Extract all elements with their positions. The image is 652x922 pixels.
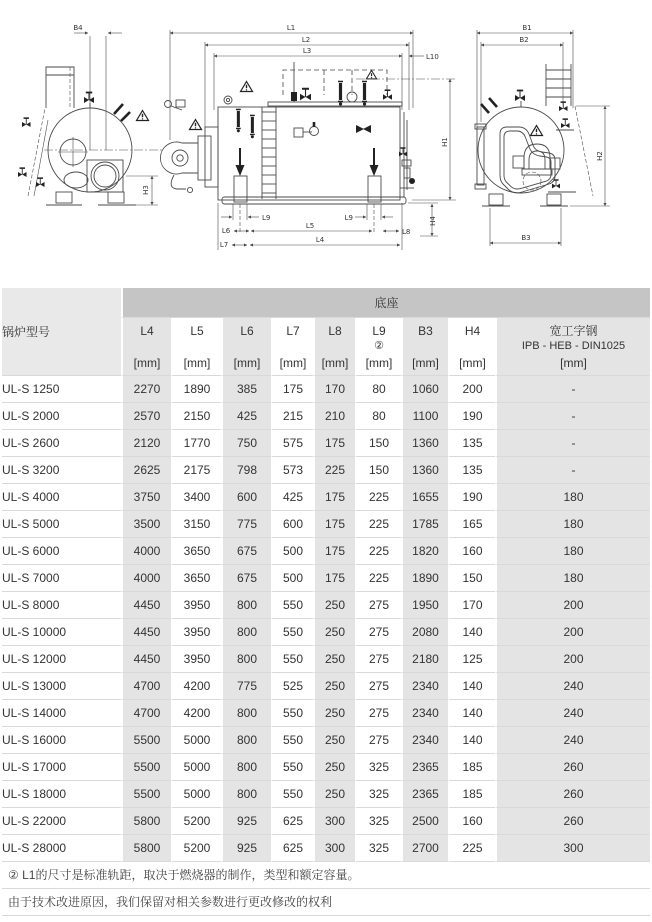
value-cell: 135: [448, 430, 495, 457]
value-cell: 240: [495, 673, 650, 700]
value-cell: 775: [221, 511, 271, 538]
value-cell: 4700: [121, 700, 171, 727]
dim-label-h2: H2: [596, 151, 604, 161]
valve-icon: [300, 89, 311, 101]
dim-label-b4: B4: [73, 24, 83, 32]
value-cell: 800: [221, 754, 271, 781]
value-cell: 260: [495, 754, 650, 781]
value-cell: 175: [313, 484, 355, 511]
model-cell: UL-S 18000: [2, 781, 121, 808]
value-cell: 135: [448, 457, 495, 484]
valve-icon: [515, 91, 525, 102]
warning-triangle-icon: [366, 70, 376, 79]
value-cell: 500: [271, 565, 313, 592]
value-cell: 250: [313, 700, 355, 727]
value-cell: 5800: [121, 835, 171, 862]
gauge-icon: [338, 82, 343, 106]
value-cell: 200: [495, 592, 650, 619]
value-cell: 750: [221, 430, 271, 457]
value-cell: 3500: [121, 511, 171, 538]
value-cell: 3950: [171, 619, 221, 646]
value-cell: 210: [313, 403, 355, 430]
value-cell: 275: [355, 592, 401, 619]
value-cell: 1100: [401, 403, 448, 430]
value-cell: 550: [271, 781, 313, 808]
model-cell: UL-S 22000: [2, 808, 121, 835]
value-cell: 160: [448, 538, 495, 565]
value-cell: 175: [271, 376, 313, 403]
value-cell: 2365: [401, 781, 448, 808]
column-header-note: [123, 339, 171, 355]
drawings-area: [0, 0, 652, 280]
column-header-lbl: L8: [328, 324, 342, 338]
valve-icon: [84, 93, 94, 104]
value-cell: 798: [221, 457, 271, 484]
model-column-header: 锅炉型号: [2, 288, 121, 376]
dim-label-h4: H4: [429, 216, 437, 226]
value-cell: 2175: [171, 457, 221, 484]
value-cell: 275: [355, 673, 401, 700]
column-header-note: [403, 339, 448, 355]
value-cell: 80: [355, 403, 401, 430]
value-cell: 3150: [171, 511, 221, 538]
value-cell: 1820: [401, 538, 448, 565]
value-cell: 600: [221, 484, 271, 511]
value-cell: 1890: [171, 376, 221, 403]
value-cell: 550: [271, 754, 313, 781]
table-row: [2, 376, 650, 403]
model-cell: UL-S 5000: [2, 511, 121, 538]
value-cell: 3950: [171, 592, 221, 619]
value-cell: 3950: [171, 646, 221, 673]
value-cell: 800: [221, 592, 271, 619]
value-cell: 5500: [121, 781, 171, 808]
model-cell: UL-S 13000: [2, 673, 121, 700]
value-cell: 225: [355, 484, 401, 511]
value-cell: 250: [313, 619, 355, 646]
value-cell: 4450: [121, 646, 171, 673]
value-cell: 550: [271, 619, 313, 646]
value-cell: 1890: [401, 565, 448, 592]
value-cell: 325: [355, 835, 401, 862]
column-header: [495, 318, 650, 376]
column-header-note: IPB - HEB - DIN1025: [521, 340, 626, 352]
value-cell: 175: [313, 565, 355, 592]
dim-label-h3: H3: [142, 185, 150, 195]
group-header-row: [2, 288, 650, 318]
table-row: [2, 754, 650, 781]
value-cell: 500: [271, 538, 313, 565]
dim-label-l8: L8: [402, 228, 411, 236]
model-cell: UL-S 14000: [2, 700, 121, 727]
model-cell: UL-S 3200: [2, 457, 121, 484]
value-cell: 2180: [401, 646, 448, 673]
rear-view-drawing: [475, 24, 610, 246]
value-cell: 925: [221, 808, 271, 835]
value-cell: 215: [271, 403, 313, 430]
dim-label-l5: L5: [305, 222, 315, 230]
value-cell: 5000: [171, 781, 221, 808]
value-cell: 260: [495, 808, 650, 835]
value-cell: 275: [355, 646, 401, 673]
base-group-header: 底座: [121, 288, 650, 318]
table-row: [2, 403, 650, 430]
value-cell: 140: [448, 673, 495, 700]
dim-label-l4: L4: [315, 236, 325, 244]
value-cell: 5500: [121, 727, 171, 754]
column-header-unit: [mm]: [279, 356, 307, 370]
value-cell: 425: [271, 484, 313, 511]
column-header-note: [315, 339, 355, 355]
column-header-lbl: L9: [372, 324, 386, 338]
value-cell: 1770: [171, 430, 221, 457]
value-cell: -: [495, 403, 650, 430]
dim-label-b3: B3: [521, 234, 531, 242]
value-cell: 200: [448, 376, 495, 403]
value-cell: 250: [313, 727, 355, 754]
table-row: [2, 430, 650, 457]
model-cell: UL-S 2000: [2, 403, 121, 430]
table-row: [2, 781, 650, 808]
dim-label-b1: B1: [522, 24, 532, 32]
value-cell: 3400: [171, 484, 221, 511]
model-cell: UL-S 8000: [2, 592, 121, 619]
value-cell: 160: [448, 808, 495, 835]
value-cell: 800: [221, 646, 271, 673]
column-header-note: [273, 339, 313, 355]
dim-label-b2: B2: [519, 36, 529, 44]
value-cell: 800: [221, 727, 271, 754]
value-cell: 550: [271, 700, 313, 727]
column-header: [171, 318, 221, 376]
dim-label-l7: L7: [219, 241, 229, 249]
value-cell: 550: [271, 646, 313, 673]
column-header-lbl: L6: [240, 324, 254, 338]
value-cell: 625: [271, 835, 313, 862]
value-cell: 1785: [401, 511, 448, 538]
table-row: [2, 808, 650, 835]
value-cell: 190: [448, 484, 495, 511]
value-cell: 2340: [401, 700, 448, 727]
value-cell: 240: [495, 700, 650, 727]
value-cell: 225: [355, 565, 401, 592]
column-header-note: [173, 339, 221, 355]
value-cell: 250: [313, 673, 355, 700]
table-row: [2, 619, 650, 646]
value-cell: 225: [448, 835, 495, 862]
warning-triangle-icon: [137, 111, 149, 121]
value-cell: 575: [271, 430, 313, 457]
column-header: [271, 318, 313, 376]
column-header: [313, 318, 355, 376]
value-cell: 140: [448, 700, 495, 727]
value-cell: 260: [495, 781, 650, 808]
table-row: [2, 565, 650, 592]
column-header-unit: [mm]: [183, 356, 211, 370]
value-cell: 300: [495, 835, 650, 862]
value-cell: 3650: [171, 565, 221, 592]
gauge-icon: [362, 82, 367, 106]
footnote-disclaimer: 由于技术改进原因，我们保留对相关参数进行更改修改的权利: [2, 889, 650, 916]
value-cell: 180: [495, 484, 650, 511]
value-cell: 385: [221, 376, 271, 403]
value-cell: 800: [221, 781, 271, 808]
value-cell: 150: [355, 457, 401, 484]
front-view-drawing: [18, 24, 162, 205]
table-row: [2, 727, 650, 754]
side-view-drawing: [160, 24, 456, 250]
model-cell: UL-S 4000: [2, 484, 121, 511]
value-cell: 925: [221, 835, 271, 862]
column-header: [121, 318, 171, 376]
table-row: [2, 538, 650, 565]
dim-label-l9-left: L9: [262, 214, 271, 222]
value-cell: 2700: [401, 835, 448, 862]
value-cell: 5000: [171, 727, 221, 754]
value-cell: 550: [271, 592, 313, 619]
value-cell: 125: [448, 646, 495, 673]
value-cell: 2625: [121, 457, 171, 484]
valve-icon: [22, 118, 31, 127]
column-header-unit: [mm]: [459, 356, 486, 370]
table-row: [2, 511, 650, 538]
value-cell: 2340: [401, 727, 448, 754]
value-cell: 5800: [121, 808, 171, 835]
value-cell: 185: [448, 781, 495, 808]
value-cell: 150: [448, 565, 495, 592]
value-cell: 275: [355, 727, 401, 754]
value-cell: 165: [448, 511, 495, 538]
value-cell: 250: [313, 781, 355, 808]
dim-label-l1: L1: [286, 24, 296, 32]
value-cell: 80: [355, 376, 401, 403]
value-cell: 170: [448, 592, 495, 619]
value-cell: 5000: [171, 754, 221, 781]
value-cell: 525: [271, 673, 313, 700]
model-cell: UL-S 7000: [2, 565, 121, 592]
value-cell: 1950: [401, 592, 448, 619]
value-cell: 675: [221, 565, 271, 592]
column-header-lbl: B3: [418, 324, 433, 338]
value-cell: 4000: [121, 538, 171, 565]
table-row: [2, 457, 650, 484]
model-cell: UL-S 12000: [2, 646, 121, 673]
value-cell: 2500: [401, 808, 448, 835]
model-cell: UL-S 2600: [2, 430, 121, 457]
value-cell: 240: [495, 727, 650, 754]
table-row: [2, 835, 650, 862]
table-row: [2, 646, 650, 673]
model-cell: UL-S 6000: [2, 538, 121, 565]
value-cell: 140: [448, 619, 495, 646]
column-header: [355, 318, 401, 376]
value-cell: 200: [495, 619, 650, 646]
column-header-unit: [mm]: [233, 356, 261, 370]
table-body: [2, 376, 650, 862]
value-cell: 573: [271, 457, 313, 484]
model-cell: UL-S 1250: [2, 376, 121, 403]
value-cell: 250: [313, 754, 355, 781]
value-cell: 200: [495, 646, 650, 673]
value-cell: -: [495, 457, 650, 484]
column-header-note: [450, 339, 495, 355]
value-cell: 5200: [171, 808, 221, 835]
warning-triangle-icon: [531, 126, 543, 136]
table-row: [2, 484, 650, 511]
value-cell: 2120: [121, 430, 171, 457]
dim-label-l6: L6: [221, 227, 231, 235]
model-cell: UL-S 16000: [2, 727, 121, 754]
value-cell: 180: [495, 538, 650, 565]
value-cell: 4000: [121, 565, 171, 592]
technical-drawing: [0, 0, 652, 280]
valve-icon: [18, 168, 27, 177]
value-cell: 150: [355, 430, 401, 457]
value-cell: 1360: [401, 430, 448, 457]
value-cell: 675: [221, 538, 271, 565]
value-cell: 300: [313, 808, 355, 835]
column-header-unit: [mm]: [133, 356, 161, 370]
value-cell: 180: [495, 511, 650, 538]
value-cell: 190: [448, 403, 495, 430]
value-cell: 175: [313, 511, 355, 538]
value-cell: 4450: [121, 592, 171, 619]
dim-label-l10: L10: [426, 53, 439, 61]
column-header-unit: [mm]: [560, 356, 587, 370]
value-cell: 550: [271, 727, 313, 754]
model-cell: UL-S 17000: [2, 754, 121, 781]
value-cell: 1060: [401, 376, 448, 403]
value-cell: 225: [355, 538, 401, 565]
value-cell: 175: [313, 538, 355, 565]
value-cell: 175: [313, 430, 355, 457]
column-header: [448, 318, 495, 376]
value-cell: 325: [355, 754, 401, 781]
column-header-unit: [mm]: [321, 356, 349, 370]
value-cell: 3750: [121, 484, 171, 511]
model-cell: UL-S 10000: [2, 619, 121, 646]
value-cell: 800: [221, 700, 271, 727]
value-cell: 2570: [121, 403, 171, 430]
gauge-icon: [250, 115, 255, 138]
value-cell: 225: [355, 511, 401, 538]
value-cell: 2365: [401, 754, 448, 781]
value-cell: 250: [313, 592, 355, 619]
valve-icon: [559, 102, 568, 111]
value-cell: 180: [495, 565, 650, 592]
column-header: [401, 318, 448, 376]
dim-label-l9-right: L9: [344, 214, 353, 222]
column-header-lbl: H4: [464, 324, 481, 338]
value-cell: 4200: [171, 673, 221, 700]
value-cell: 2340: [401, 673, 448, 700]
value-cell: 600: [271, 511, 313, 538]
value-cell: 140: [448, 727, 495, 754]
value-cell: 325: [355, 781, 401, 808]
column-header-note: [223, 339, 271, 355]
value-cell: 1655: [401, 484, 448, 511]
value-cell: 170: [313, 376, 355, 403]
model-cell: UL-S 28000: [2, 835, 121, 862]
value-cell: 5200: [171, 835, 221, 862]
value-cell: 4200: [171, 700, 221, 727]
value-cell: 2080: [401, 619, 448, 646]
value-cell: 250: [313, 646, 355, 673]
value-cell: 300: [313, 835, 355, 862]
value-cell: -: [495, 430, 650, 457]
dim-label-l2: L2: [301, 36, 311, 44]
value-cell: 775: [221, 673, 271, 700]
value-cell: 325: [355, 808, 401, 835]
valve-icon: [561, 119, 570, 128]
column-header-lbl: L5: [190, 324, 204, 338]
column-header-note: ②: [374, 340, 384, 352]
table-row: [2, 673, 650, 700]
value-cell: 2150: [171, 403, 221, 430]
dim-label-h1: H1: [441, 137, 449, 147]
valve-icon: [383, 90, 392, 99]
warning-triangle-icon: [241, 82, 253, 92]
value-cell: 800: [221, 619, 271, 646]
table-row: [2, 592, 650, 619]
table-row: [2, 700, 650, 727]
value-cell: 275: [355, 619, 401, 646]
gauge-icon: [236, 109, 241, 132]
column-header-unit: [mm]: [365, 356, 393, 370]
column-header-lbl: L4: [140, 324, 154, 338]
value-cell: 625: [271, 808, 313, 835]
value-cell: 1360: [401, 457, 448, 484]
column-header: [221, 318, 271, 376]
warning-triangle-icon: [190, 120, 202, 130]
value-cell: 185: [448, 754, 495, 781]
dimension-table: [2, 288, 650, 862]
footnote-l1-note: ② L1的尺寸是标准轨距，取决于燃烧器的制作，类型和额定容量。: [2, 862, 650, 889]
value-cell: 4450: [121, 619, 171, 646]
value-cell: -: [495, 376, 650, 403]
value-cell: 425: [221, 403, 271, 430]
column-header-lbl: 宽工字钢: [549, 324, 598, 338]
value-cell: 225: [313, 457, 355, 484]
column-header-unit: [mm]: [412, 356, 439, 370]
value-cell: 4700: [121, 673, 171, 700]
value-cell: 2270: [121, 376, 171, 403]
dim-label-l3: L3: [302, 47, 312, 55]
value-cell: 3650: [171, 538, 221, 565]
column-header-lbl: L7: [286, 324, 300, 338]
value-cell: 275: [355, 700, 401, 727]
value-cell: 5500: [121, 754, 171, 781]
